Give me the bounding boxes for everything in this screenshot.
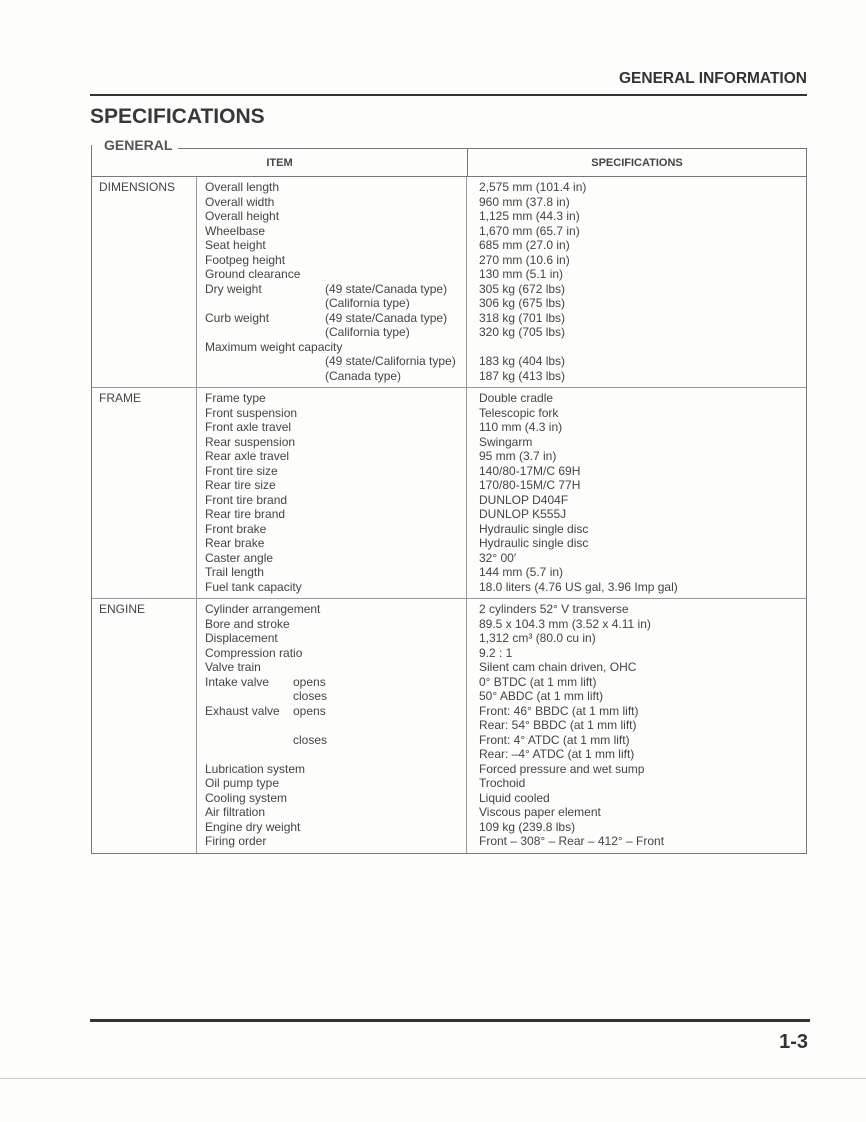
item-label: Front tire brand bbox=[205, 492, 288, 507]
spec-value: 0° BTDC (at 1 mm lift) bbox=[479, 674, 597, 689]
spec-value: 130 mm (5.1 in) bbox=[479, 267, 564, 281]
spec-value: 140/80-17M/C 69H bbox=[479, 463, 581, 478]
column-header-spec: SPECIFICATIONS bbox=[591, 156, 683, 169]
item-label: Seat height bbox=[205, 238, 266, 252]
spec-column bbox=[467, 180, 806, 383]
spec-value: 1,125 mm (44.3 in) bbox=[479, 209, 580, 223]
valve-event: closes bbox=[293, 689, 328, 703]
table-section bbox=[92, 177, 806, 388]
item-label: Lubrication system bbox=[205, 761, 306, 776]
item-condition: (49 state/Canada type) bbox=[325, 310, 448, 325]
item-line bbox=[205, 718, 466, 733]
item-line bbox=[205, 646, 466, 661]
spec-value: 89.5 x 104.3 mm (3.52 x 4.11 in) bbox=[479, 616, 651, 631]
item-line bbox=[205, 406, 466, 421]
item-line bbox=[205, 536, 466, 551]
item-line bbox=[205, 296, 466, 311]
spec-value: Trochoid bbox=[479, 776, 526, 790]
page-number: 1-3 bbox=[779, 1031, 808, 1053]
item-line bbox=[205, 435, 466, 450]
section-category: FRAME bbox=[92, 388, 197, 598]
section-category: DIMENSIONS bbox=[92, 177, 197, 387]
valve-event: opens bbox=[293, 674, 326, 689]
page-title: SPECIFICATIONS bbox=[90, 105, 265, 128]
item-line bbox=[205, 391, 466, 406]
spec-column bbox=[467, 391, 806, 594]
item-line bbox=[205, 791, 466, 806]
item-line bbox=[205, 733, 466, 748]
spec-value: Telescopic fork bbox=[479, 405, 559, 420]
item-line bbox=[205, 617, 466, 632]
item-line bbox=[205, 631, 466, 646]
item-label: Frame type bbox=[205, 391, 266, 405]
spec-value: 170/80-15M/C 77H bbox=[479, 478, 581, 492]
item-condition: (Canada type) bbox=[325, 368, 402, 383]
spec-value: Hydraulic single disc bbox=[479, 536, 589, 550]
item-line bbox=[205, 762, 466, 777]
item-line bbox=[205, 675, 466, 690]
item-label: Curb weight bbox=[205, 310, 270, 325]
item-line bbox=[205, 704, 466, 719]
item-label: Compression ratio bbox=[205, 645, 303, 660]
spec-value: 306 kg (675 lbs) bbox=[479, 296, 566, 310]
item-label: Cooling system bbox=[205, 790, 288, 805]
spec-value: DUNLOP K555J bbox=[479, 507, 567, 521]
spec-value: 9.2 : 1 bbox=[479, 645, 513, 660]
item-line bbox=[205, 267, 466, 282]
item-label: Front brake bbox=[205, 521, 267, 536]
item-line bbox=[205, 420, 466, 435]
item-line bbox=[205, 776, 466, 791]
spec-value: Viscous paper element bbox=[479, 805, 601, 819]
spec-value: 109 kg (239.8 lbs) bbox=[479, 819, 576, 834]
item-line bbox=[205, 747, 466, 762]
item-label: Overall width bbox=[205, 194, 275, 209]
item-label: Overall length bbox=[205, 180, 280, 194]
spec-value: Front: 46° BBDC (at 1 mm lift) bbox=[479, 703, 639, 718]
item-label: Rear tire size bbox=[205, 478, 276, 492]
item-line bbox=[205, 834, 466, 849]
spec-value: 2,575 mm (101.4 in) bbox=[479, 180, 587, 194]
item-condition: (California type) bbox=[325, 296, 410, 310]
item-label: Wheelbase bbox=[205, 223, 266, 238]
item-line bbox=[205, 602, 466, 617]
item-line bbox=[205, 224, 466, 239]
scan-edge bbox=[0, 1078, 866, 1079]
item-line bbox=[205, 209, 466, 224]
spec-value: 32° 00′ bbox=[479, 550, 517, 565]
item-label: Firing order bbox=[205, 834, 267, 848]
item-label: Footpeg height bbox=[205, 252, 286, 267]
item-line bbox=[205, 354, 466, 369]
item-line bbox=[205, 449, 466, 464]
item-label: Caster angle bbox=[205, 550, 274, 565]
item-label: Ground clearance bbox=[205, 267, 301, 281]
spec-value: DUNLOP D404F bbox=[479, 492, 569, 507]
spec-value: Liquid cooled bbox=[479, 790, 550, 805]
item-label: Fuel tank capacity bbox=[205, 579, 302, 594]
item-label: Trail length bbox=[205, 565, 264, 579]
item-label: Maximum weight capacity bbox=[205, 339, 343, 354]
item-label: Cylinder arrangement bbox=[205, 602, 321, 616]
item-line bbox=[205, 369, 466, 384]
spec-value: 2 cylinders 52° V transverse bbox=[479, 602, 629, 616]
item-label: Front axle travel bbox=[205, 420, 292, 434]
item-column bbox=[197, 388, 467, 598]
item-label: Bore and stroke bbox=[205, 616, 290, 631]
item-condition: (California type) bbox=[325, 325, 410, 339]
spec-value: Front – 308° – Rear – 412° – Front bbox=[479, 834, 665, 848]
valve-event: closes bbox=[293, 732, 328, 747]
item-label: Overall height bbox=[205, 209, 280, 223]
item-line bbox=[205, 507, 466, 522]
item-label: Exhaust valve bbox=[205, 703, 280, 718]
item-condition: (49 state/Canada type) bbox=[325, 281, 448, 296]
item-line bbox=[205, 282, 466, 297]
item-label: Front tire size bbox=[205, 463, 278, 478]
spec-value: 685 mm (27.0 in) bbox=[479, 238, 570, 252]
item-line bbox=[205, 180, 466, 195]
spec-value: Swingarm bbox=[479, 434, 533, 449]
item-label: Rear axle travel bbox=[205, 449, 290, 463]
item-line bbox=[205, 689, 466, 704]
spec-value: 318 kg (701 lbs) bbox=[479, 310, 566, 325]
spec-value: 320 kg (705 lbs) bbox=[479, 325, 566, 339]
spec-value: Forced pressure and wet sump bbox=[479, 761, 645, 776]
item-label: Oil pump type bbox=[205, 776, 280, 790]
item-label: Front suspension bbox=[205, 405, 298, 420]
spec-value: 183 kg (404 lbs) bbox=[479, 354, 566, 368]
item-line bbox=[205, 311, 466, 326]
footer-rule bbox=[90, 1019, 810, 1022]
item-line bbox=[205, 478, 466, 493]
item-line bbox=[205, 660, 466, 675]
table-section bbox=[92, 388, 806, 599]
item-line bbox=[205, 253, 466, 268]
item-label: Intake valve bbox=[205, 674, 270, 689]
table-section bbox=[92, 599, 806, 853]
spec-value: 144 mm (5.7 in) bbox=[479, 565, 564, 579]
item-line bbox=[205, 820, 466, 835]
item-label: Air filtration bbox=[205, 805, 266, 819]
item-line bbox=[205, 493, 466, 508]
valve-event: opens bbox=[293, 703, 326, 718]
spec-column bbox=[467, 602, 806, 849]
spec-value: 960 mm (37.8 in) bbox=[479, 194, 570, 209]
spec-value: 187 kg (413 lbs) bbox=[479, 368, 566, 383]
item-column bbox=[197, 177, 467, 387]
item-column bbox=[197, 599, 467, 853]
spec-value: 1,670 mm (65.7 in) bbox=[479, 223, 580, 238]
item-label: Valve train bbox=[205, 660, 261, 674]
spec-value: 50° ABDC (at 1 mm lift) bbox=[479, 689, 604, 703]
item-label: Rear tire brand bbox=[205, 507, 286, 521]
header-rule bbox=[90, 94, 807, 96]
spec-value: Front: 4° ATDC (at 1 mm lift) bbox=[479, 732, 630, 747]
item-line bbox=[205, 195, 466, 210]
table-header bbox=[92, 149, 806, 177]
item-line bbox=[205, 340, 466, 355]
item-condition: (49 state/California type) bbox=[325, 354, 456, 368]
item-line bbox=[205, 325, 466, 340]
spec-value: 18.0 liters (4.76 US gal, 3.96 Imp gal) bbox=[479, 579, 678, 594]
spec-value: 305 kg (672 lbs) bbox=[479, 281, 566, 296]
item-label: Rear suspension bbox=[205, 434, 296, 449]
spec-value: Rear: 54° BBDC (at 1 mm lift) bbox=[479, 718, 637, 732]
spec-value: Silent cam chain driven, OHC bbox=[479, 660, 637, 674]
spec-table bbox=[91, 148, 807, 854]
item-line bbox=[205, 522, 466, 537]
spec-value: Rear: –4° ATDC (at 1 mm lift) bbox=[479, 747, 635, 761]
item-label: Displacement bbox=[205, 631, 278, 645]
spec-value: 270 mm (10.6 in) bbox=[479, 252, 570, 267]
item-line bbox=[205, 805, 466, 820]
item-line bbox=[205, 238, 466, 253]
spec-value: Hydraulic single disc bbox=[479, 521, 589, 536]
spec-value: Double cradle bbox=[479, 391, 554, 405]
item-label: Dry weight bbox=[205, 281, 262, 296]
item-line bbox=[205, 464, 466, 479]
item-label: Rear brake bbox=[205, 536, 265, 550]
spec-value bbox=[479, 340, 806, 355]
item-line bbox=[205, 580, 466, 595]
spec-value: 1,312 cm³ (80.0 cu in) bbox=[479, 631, 596, 645]
group-label: GENERAL bbox=[92, 137, 178, 153]
item-label: Engine dry weight bbox=[205, 819, 301, 834]
spec-value: 95 mm (3.7 in) bbox=[479, 449, 557, 463]
item-line bbox=[205, 565, 466, 580]
spec-value: 110 mm (4.3 in) bbox=[479, 420, 563, 434]
section-category: ENGINE bbox=[92, 599, 197, 853]
item-line bbox=[205, 551, 466, 566]
column-header-item: ITEM bbox=[92, 149, 468, 176]
section-header: GENERAL INFORMATION bbox=[618, 70, 807, 87]
